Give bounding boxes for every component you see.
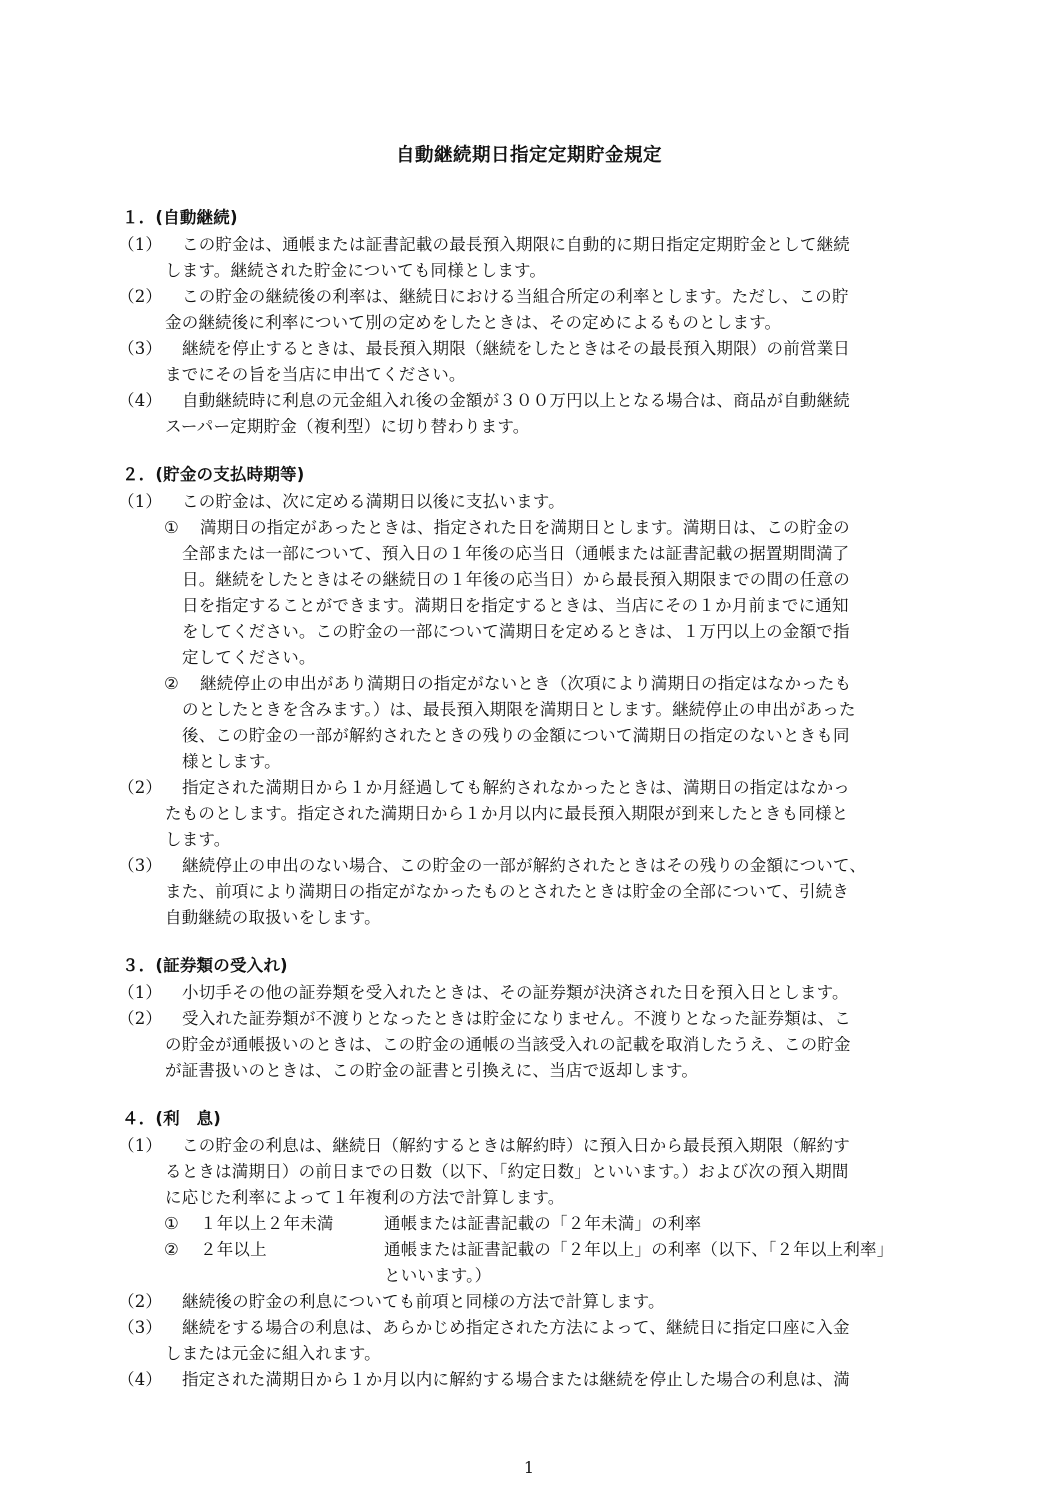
item-text: この貯金の利息は、継続日（解約するときは解約時）に預入日から最長預入期限（解約す — [182, 1136, 850, 1155]
item-text: 継続をする場合の利息は、あらかじめ指定された方法によって、継続日に指定口座に入金 — [182, 1318, 850, 1337]
item-text: 自動継続時に利息の元金組入れ後の金額が３００万円以上となる場合は、商品が自動継続 — [182, 391, 850, 410]
item-text: します。 — [165, 830, 231, 849]
item-text: をしてください。この貯金の一部について満期日を定めるときは、１万円以上の金額で指 — [182, 622, 850, 641]
section-heading-4: ４．(利 息) — [122, 1109, 221, 1128]
item-marker: （2） — [118, 1009, 163, 1028]
item-text: の貯金が通帳扱いのときは、この貯金の通帳の当該受入れの記載を取消したうえ、この貯金 — [165, 1035, 851, 1054]
item-text: までにその旨を当店に申出てください。 — [165, 365, 466, 384]
item-text: 全部または一部について、預入日の１年後の応当日（通帳または証書記載の据置期間満了 — [182, 544, 850, 563]
item-marker: ① — [164, 518, 179, 537]
document-title: 自動継続期日指定定期貯金規定 — [395, 145, 662, 166]
item-marker: （1） — [118, 235, 163, 254]
item-text: に応じた利率によって１年複利の方法で計算します。 — [165, 1188, 565, 1207]
item-text: 継続停止の申出のない場合、この貯金の一部が解約されたときはその残りの金額について、 — [182, 856, 867, 875]
item-text: 満期日の指定があったときは、指定された日を満期日とします。満期日は、この貯金の — [200, 518, 850, 537]
item-marker: （4） — [118, 1370, 163, 1389]
item-text: また、前項により満期日の指定がなかったものとされたときは貯金の全部について、引続き — [165, 882, 850, 901]
rate-period: １年以上２年未満 — [200, 1214, 334, 1233]
item-text: のとしたときを含みます。）は、最長預入期限を満期日とします。継続停止の申出があった — [182, 700, 856, 719]
item-text: たものとします。指定された満期日から１か月以内に最長預入期限が到来したときも同様と — [165, 804, 849, 823]
item-marker: （3） — [118, 339, 163, 358]
item-marker: ② — [164, 1240, 179, 1259]
item-text: 継続停止の申出があり満期日の指定がないとき（次項により満期日の指定はなかったも — [200, 674, 852, 693]
rate-period: ２年以上 — [200, 1240, 267, 1259]
section-heading-1: １．(自動継続) — [122, 208, 238, 227]
item-marker: （1） — [118, 492, 163, 511]
item-text: 指定された満期日から１か月経過しても解約されなかったときは、満期日の指定はなかっ — [182, 778, 850, 797]
item-text: 後、この貯金の一部が解約されたときの残りの金額について満期日の指定のないときも同 — [182, 726, 850, 745]
item-text: 金の継続後に利率について別の定めをしたときは、その定めによるものとします。 — [165, 313, 782, 332]
item-text: この貯金は、通帳または証書記載の最長預入期限に自動的に期日指定定期貯金として継続 — [182, 235, 850, 254]
rate-description: 通帳または証書記載の「２年未満」の利率 — [384, 1214, 702, 1233]
item-text: この貯金の継続後の利率は、継続日における当組合所定の利率とします。ただし、この貯 — [182, 287, 849, 306]
item-text: しまたは元金に組入れます。 — [165, 1344, 381, 1363]
item-text: 自動継続の取扱いをします。 — [165, 908, 381, 927]
item-marker: （3） — [118, 1318, 163, 1337]
section-heading-3: ３．(証券類の受入れ) — [122, 956, 288, 975]
rate-description: といいます。） — [384, 1266, 492, 1285]
item-text: 様とします。 — [182, 752, 281, 771]
item-marker: （2） — [118, 1292, 163, 1311]
item-text: スーパー定期貯金（複利型）に切り替わります。 — [165, 417, 530, 436]
item-text: が証書扱いのときは、この貯金の証書と引換えに、当店で返却します。 — [165, 1061, 699, 1080]
item-marker: （1） — [118, 1136, 163, 1155]
item-marker: （3） — [118, 856, 163, 875]
item-marker: （1） — [118, 983, 163, 1002]
rate-description: 通帳または証書記載の「２年以上」の利率（以下、「２年以上利率」 — [384, 1240, 894, 1259]
item-text: この貯金は、次に定める満期日以後に支払います。 — [182, 492, 565, 511]
item-text: します。継続された貯金についても同様とします。 — [165, 261, 547, 280]
item-text: 受入れた証券類が不渡りとなったときは貯金になりません。不渡りとなった証券類は、こ — [182, 1009, 851, 1028]
item-text: 日を指定することができます。満期日を指定するときは、当店にその１か月前までに通知 — [182, 596, 849, 615]
item-text: るときは満期日）の前日までの日数（以下、「約定日数」といいます。）および次の預入期間 — [165, 1162, 849, 1181]
item-text: 継続後の貯金の利息についても前項と同様の方法で計算します。 — [182, 1292, 665, 1311]
item-marker: ① — [164, 1214, 179, 1233]
section-heading-2: ２．(貯金の支払時期等) — [122, 465, 305, 484]
item-text: 小切手その他の証券類を受入れたときは、その証券類が決済された日を預入日とします。 — [182, 983, 849, 1002]
item-marker: （2） — [118, 778, 163, 797]
item-text: 指定された満期日から１か月以内に解約する場合または継続を停止した場合の利息は、満 — [182, 1370, 850, 1389]
item-marker: ② — [164, 674, 179, 693]
item-text: 日。継続をしたときはその継続日の１年後の応当日）から最長預入期限までの間の任意の — [182, 570, 850, 589]
item-marker: （4） — [118, 391, 163, 410]
item-text: 定してください。 — [182, 648, 316, 667]
item-marker: （2） — [118, 287, 163, 306]
page-number: 1 — [523, 1458, 535, 1477]
item-text: 継続を停止するときは、最長預入期限（継続をしたときはその最長預入期限）の前営業日 — [182, 339, 850, 358]
